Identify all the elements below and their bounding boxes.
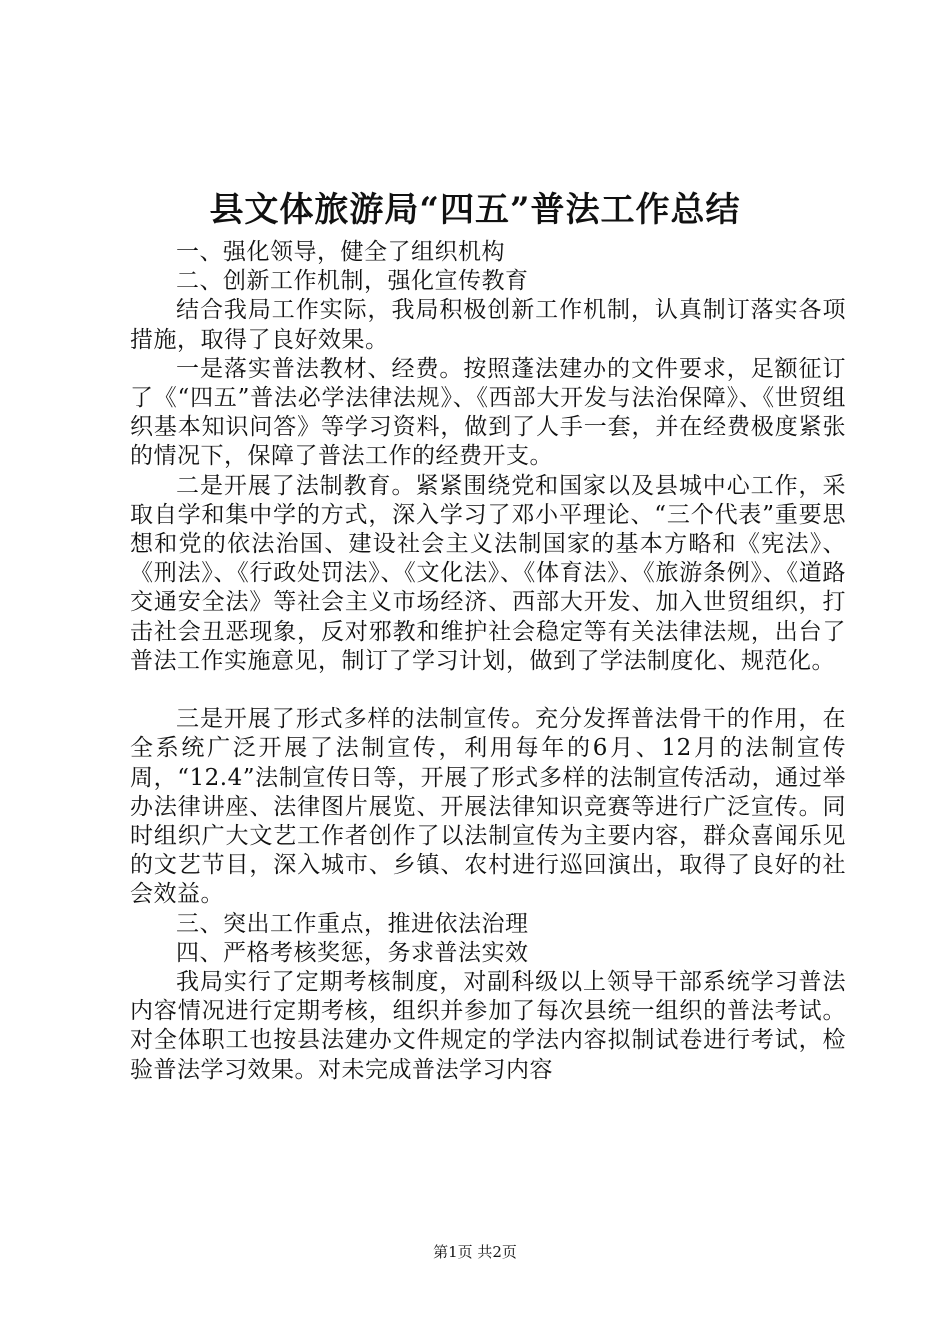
body-paragraph: 二是开展了法制教育。紧紧围绕党和国家以及县城中心工作，采取自学和集中学的方式，深入学习了邓小平理论、“三个代表”重要思想和党的依法治国、建设社会主义法制国家的基本方略和《宪法》、《刑法》、《行政处罚法》、《文化法》、《体育法》、《旅游条例》、《道路交通安全法》等社会主义市场经济、西部大开发、加入世贸组织，打击社会丑恶现象，反对邪教和维护社会稳定等有关法律法规，出台了普法工作实施意见，制订了学习计划，做到了学法制度化、规范化。	[130, 472, 846, 674]
section-heading-3: 三、突出工作重点，推进依法治理	[176, 910, 529, 937]
page-number: 第1页 共2页	[433, 1243, 517, 1261]
section-heading-4: 四、严格考核奖惩，务求普法实效	[176, 939, 529, 966]
document-body	[130, 238, 846, 1085]
document-title: 县文体旅游局“四五”普法工作总结	[209, 190, 741, 230]
paragraph-gap	[130, 676, 846, 705]
section-heading-2: 二、创新工作机制，强化宣传教育	[176, 268, 529, 295]
body-paragraph: 结合我局工作实际，我局积极创新工作机制，认真制订落实各项措施，取得了良好效果。	[130, 297, 846, 353]
section-heading-1: 一、强化领导，健全了组织机构	[176, 239, 505, 265]
body-paragraph: 三是开展了形式多样的法制宣传。充分发挥普法骨干的作用，在全系统广泛开展了法制宣传，利用每年的6月、12月的法制宣传周，“12.4”法制宣传日等，开展了形式多样的法制宣传活动，通过举办法律讲座、法律图片展览、开展法律知识竞赛等进行广泛宣传。同时组织广大文艺工作者创作了以法制宣传为主要内容，群众喜闻乐见的文艺节目，深入城市、乡镇、农村进行巡回演出，取得了良好的社会效益。	[130, 706, 846, 908]
body-paragraph: 我局实行了定期考核制度，对副科级以上领导干部系统学习普法内容情况进行定期考核，组织并参加了每次县统一组织的普法考试。对全体职工也按县法建办文件规定的学法内容拟制试卷进行考试，检验普法学习效果。对未完成普法学习内容	[130, 969, 846, 1083]
body-paragraph: 一是落实普法教材、经费。按照蓬法建办的文件要求，足额征订了《“四五”普法必学法律法规》、《西部大开发与法治保障》、《世贸组织基本知识问答》等学习资料，做到了人手一套，并在经费极度紧张的情况下，保障了普法工作的经费开支。	[130, 355, 846, 470]
